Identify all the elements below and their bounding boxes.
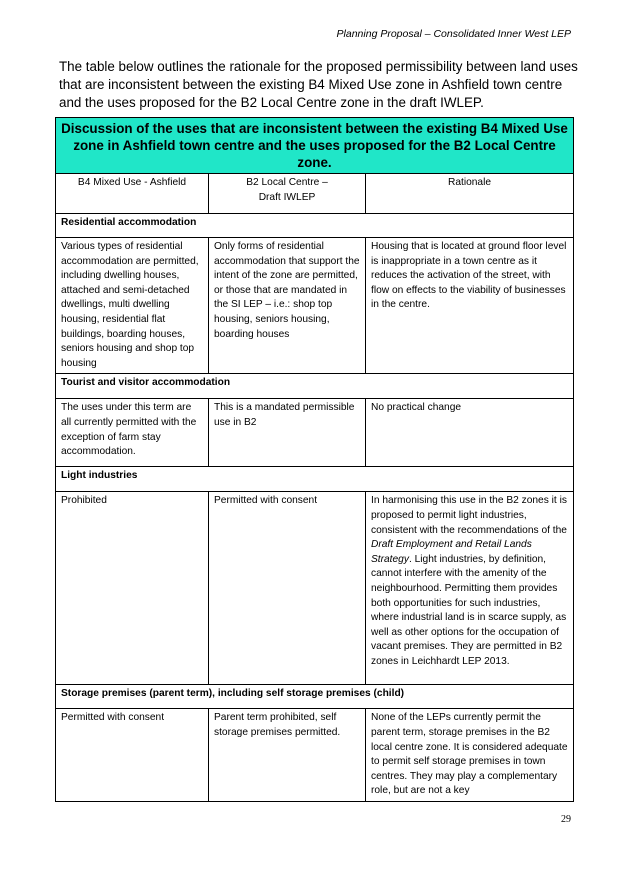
light-industries-b2-cell: Permitted with consent [209,492,366,685]
light-industries-b4-cell: Prohibited [56,492,209,685]
rationale-text-b: . Light industries, by definition, cannot interfere with the amenity of the neighbourhood. Permitting them provides both opportunities for such industries, where industrial land is in scarce supply, as well as other options for the occupation of vacant premises. They are permitted in B2 zones in Leichhardt LEP 2013. [371,553,567,667]
table-title: Discussion of the uses that are inconsistent between the existing B4 Mixed Use zone in Ashfield town centre and the uses proposed for the B2 Local Centre zone. [56,118,574,174]
column-header-b2-line2: Draft IWLEP [258,191,316,203]
section-heading-storage: Storage premises (parent term), including self storage premises (child) [56,685,574,709]
page-number: 29 [561,814,571,825]
section-heading-light-industries: Light industries [56,467,574,492]
column-header-rationale: Rationale [366,174,574,214]
storage-b2-cell: Parent term prohibited, self storage premises permitted. [209,709,366,802]
section-heading-residential: Residential accommodation [56,214,574,238]
tourist-b2-cell: This is a mandated permissible use in B2 [209,399,366,467]
tourist-b4-cell: The uses under this term are all currently permitted with the exception of farm stay accommodation. [56,399,209,467]
residential-b2-cell: Only forms of residential accommodation that support the intent of the zone are permitted, or those that are mandated in the SI LEP – i.e.: shop top housing, seniors housing, boarding houses [209,238,366,374]
residential-b4-cell: Various types of residential accommodation are permitted, including dwelling houses, attached and semi-detached dwellings, multi dwelling housing, residential flat buildings, boarding houses, seniors housing and shop top housing [56,238,209,374]
running-header: Planning Proposal – Consolidated Inner West LEP [336,28,571,40]
tourist-rationale-cell: No practical change [366,399,574,467]
strategy-title: Draft Employment and Retail Lands Strategy [371,539,532,565]
rationale-text-a: In harmonising this use in the B2 zones it is proposed to permit light industries, consistent with the recommendations of the [371,495,567,536]
column-header-b2-line1: B2 Local Centre – [246,177,328,188]
residential-rationale-cell: Housing that is located at ground floor level is inappropriate in a town centre as it reduces the activation of the street, with flow on effects to the viability of businesses in the centre. [366,238,574,374]
column-header-b4: B4 Mixed Use - Ashfield [56,174,209,214]
intro-paragraph: The table below outlines the rationale for the proposed permissibility between land uses that are inconsistent between the existing B4 Mixed Use zone in Ashfield town centre and the uses proposed for the B2 Local Centre zone in the draft IWLEP. [59,59,578,110]
storage-b4-cell: Permitted with consent [56,709,209,802]
inconsistent-uses-table [55,117,574,802]
section-heading-tourist: Tourist and visitor accommodation [56,374,574,399]
light-industries-rationale-cell [366,492,574,685]
storage-rationale-cell: None of the LEPs currently permit the parent term, storage premises in the B2 local centre zone. It is considered adequate to permit self storage premises in town centres. They may play a complementary role, but are not a key [366,709,574,802]
column-header-b2 [209,174,366,214]
